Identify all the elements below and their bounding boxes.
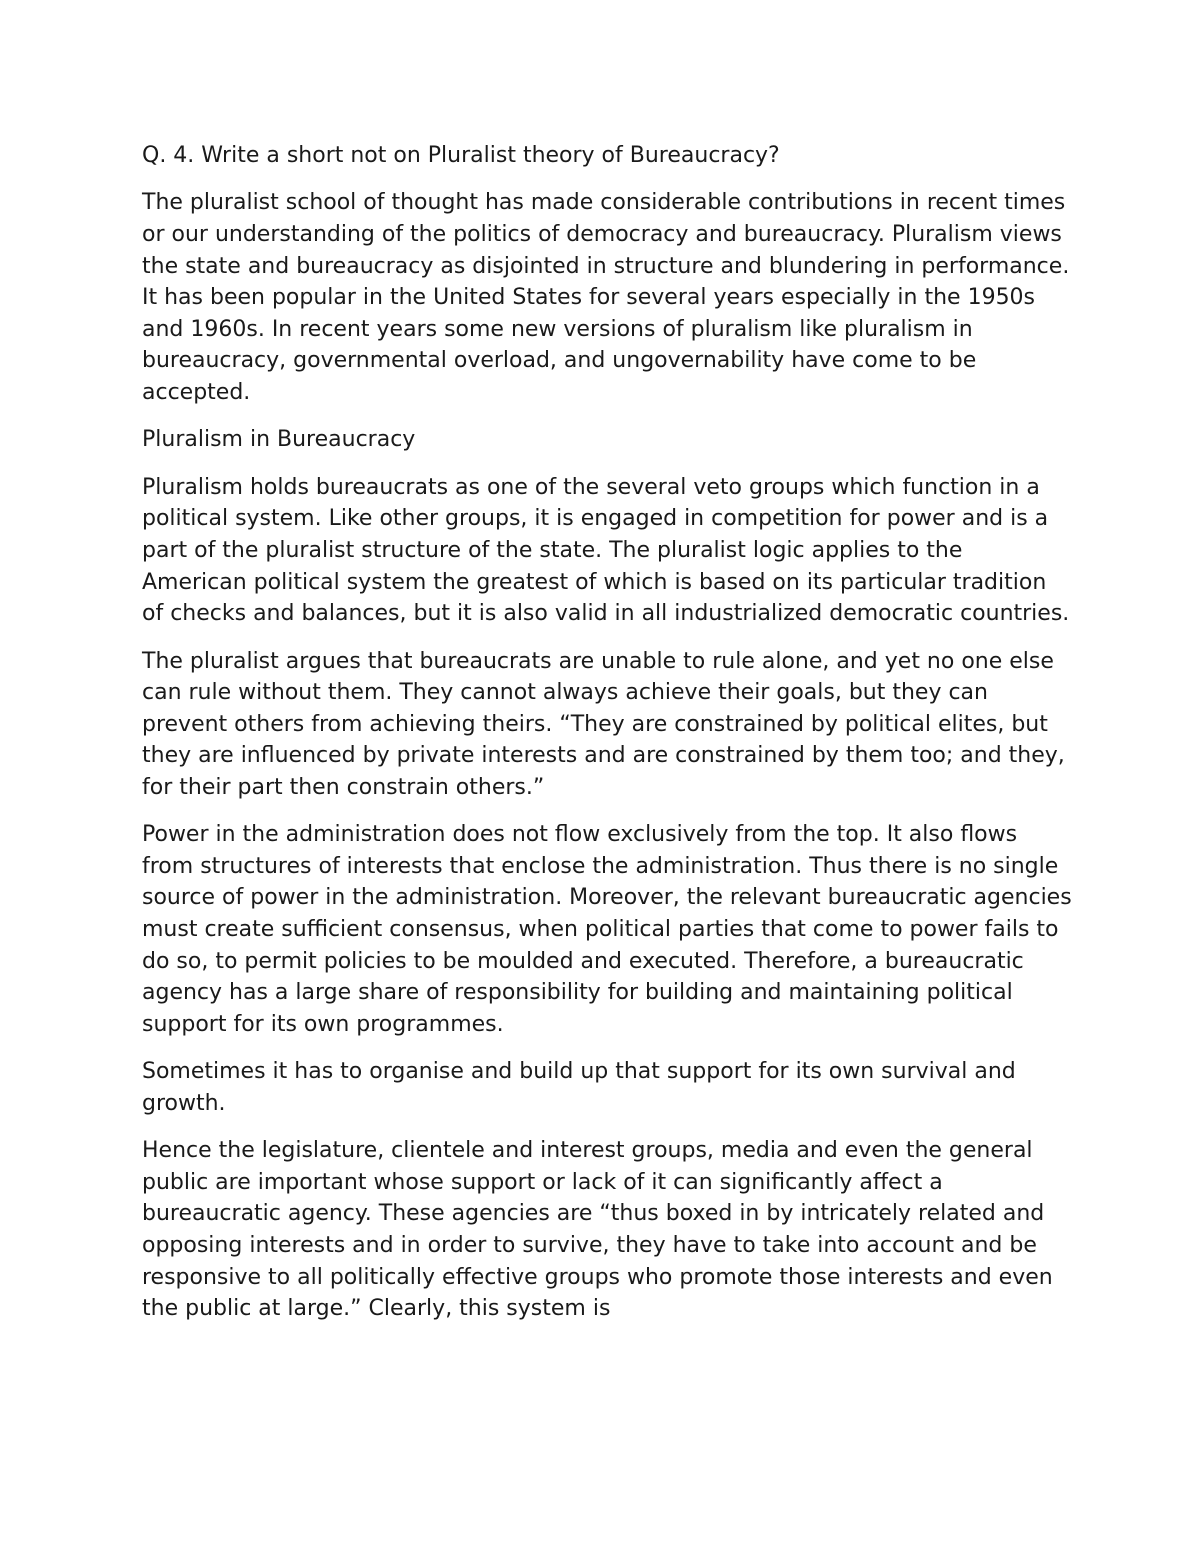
document-body bbox=[142, 140, 1072, 1341]
section-heading: Pluralism in Bureaucracy bbox=[142, 427, 416, 453]
paragraph-rule: The pluralist argues that bureaucrats are unable to rule alone, and yet no one else can rule without them. They cannot always achieve their goals, but they can prevent others from achieving theirs. “They are constrained by political elites, but they are influenced by private interests and are constrained by them too; and they, for their part then constrain others.” bbox=[142, 648, 1065, 800]
question-line: Q. 4. Write a short not on Pluralist theory of Bureaucracy? bbox=[142, 143, 780, 168]
paragraph-power: Power in the administration does not flow exclusively from the top. It also flows from structures of interests that enclose the administration. Thus there is no single source of power in the administration. Moreover, the relevant bureaucratic agencies must create sufficient consensus, when political parties that come to power fails to do so, to permit policies to be moulded and executed. Therefore, a bureaucratic agency has a large share of responsibility for building and maintaining political support for its own programmes. bbox=[142, 822, 1072, 1037]
paragraph-intro: The pluralist school of thought has made considerable contributions in recent times or our understanding of the politics of democracy and bureaucracy. Pluralism views the state and bureaucracy as disjointed in structure and blundering in performance. It has been popular in the United States for several years especially in the 1950s and 1960s. In recent years some new versions of pluralism like pluralism in bureaucracy, governmental overload, and ungovernability have come to be accepted. bbox=[142, 190, 1070, 405]
paragraph-interests: Hence the legislature, clientele and interest groups, media and even the general public are important whose support or lack of it can significantly affect a bureaucratic agency. These agencies are “thus boxed in by intricately related and opposing interests and in order to survive, they have to take into account and be responsive to all politically effective groups who promote those interests and even the public at large.” Clearly, this system is bbox=[142, 1138, 1053, 1322]
paragraph-veto-groups: Pluralism holds bureaucrats as one of the several veto groups which function in a political system. Like other groups, it is engaged in competition for power and is a part of the pluralist structure of the state. The pluralist logic applies to the American political system the greatest of which is based on its particular tradition of checks and balances, but it is also valid in all industrialized democratic countries. bbox=[142, 474, 1070, 627]
paragraph-survival: Sometimes it has to organise and build up that support for its own survival and growth. bbox=[142, 1059, 1016, 1116]
